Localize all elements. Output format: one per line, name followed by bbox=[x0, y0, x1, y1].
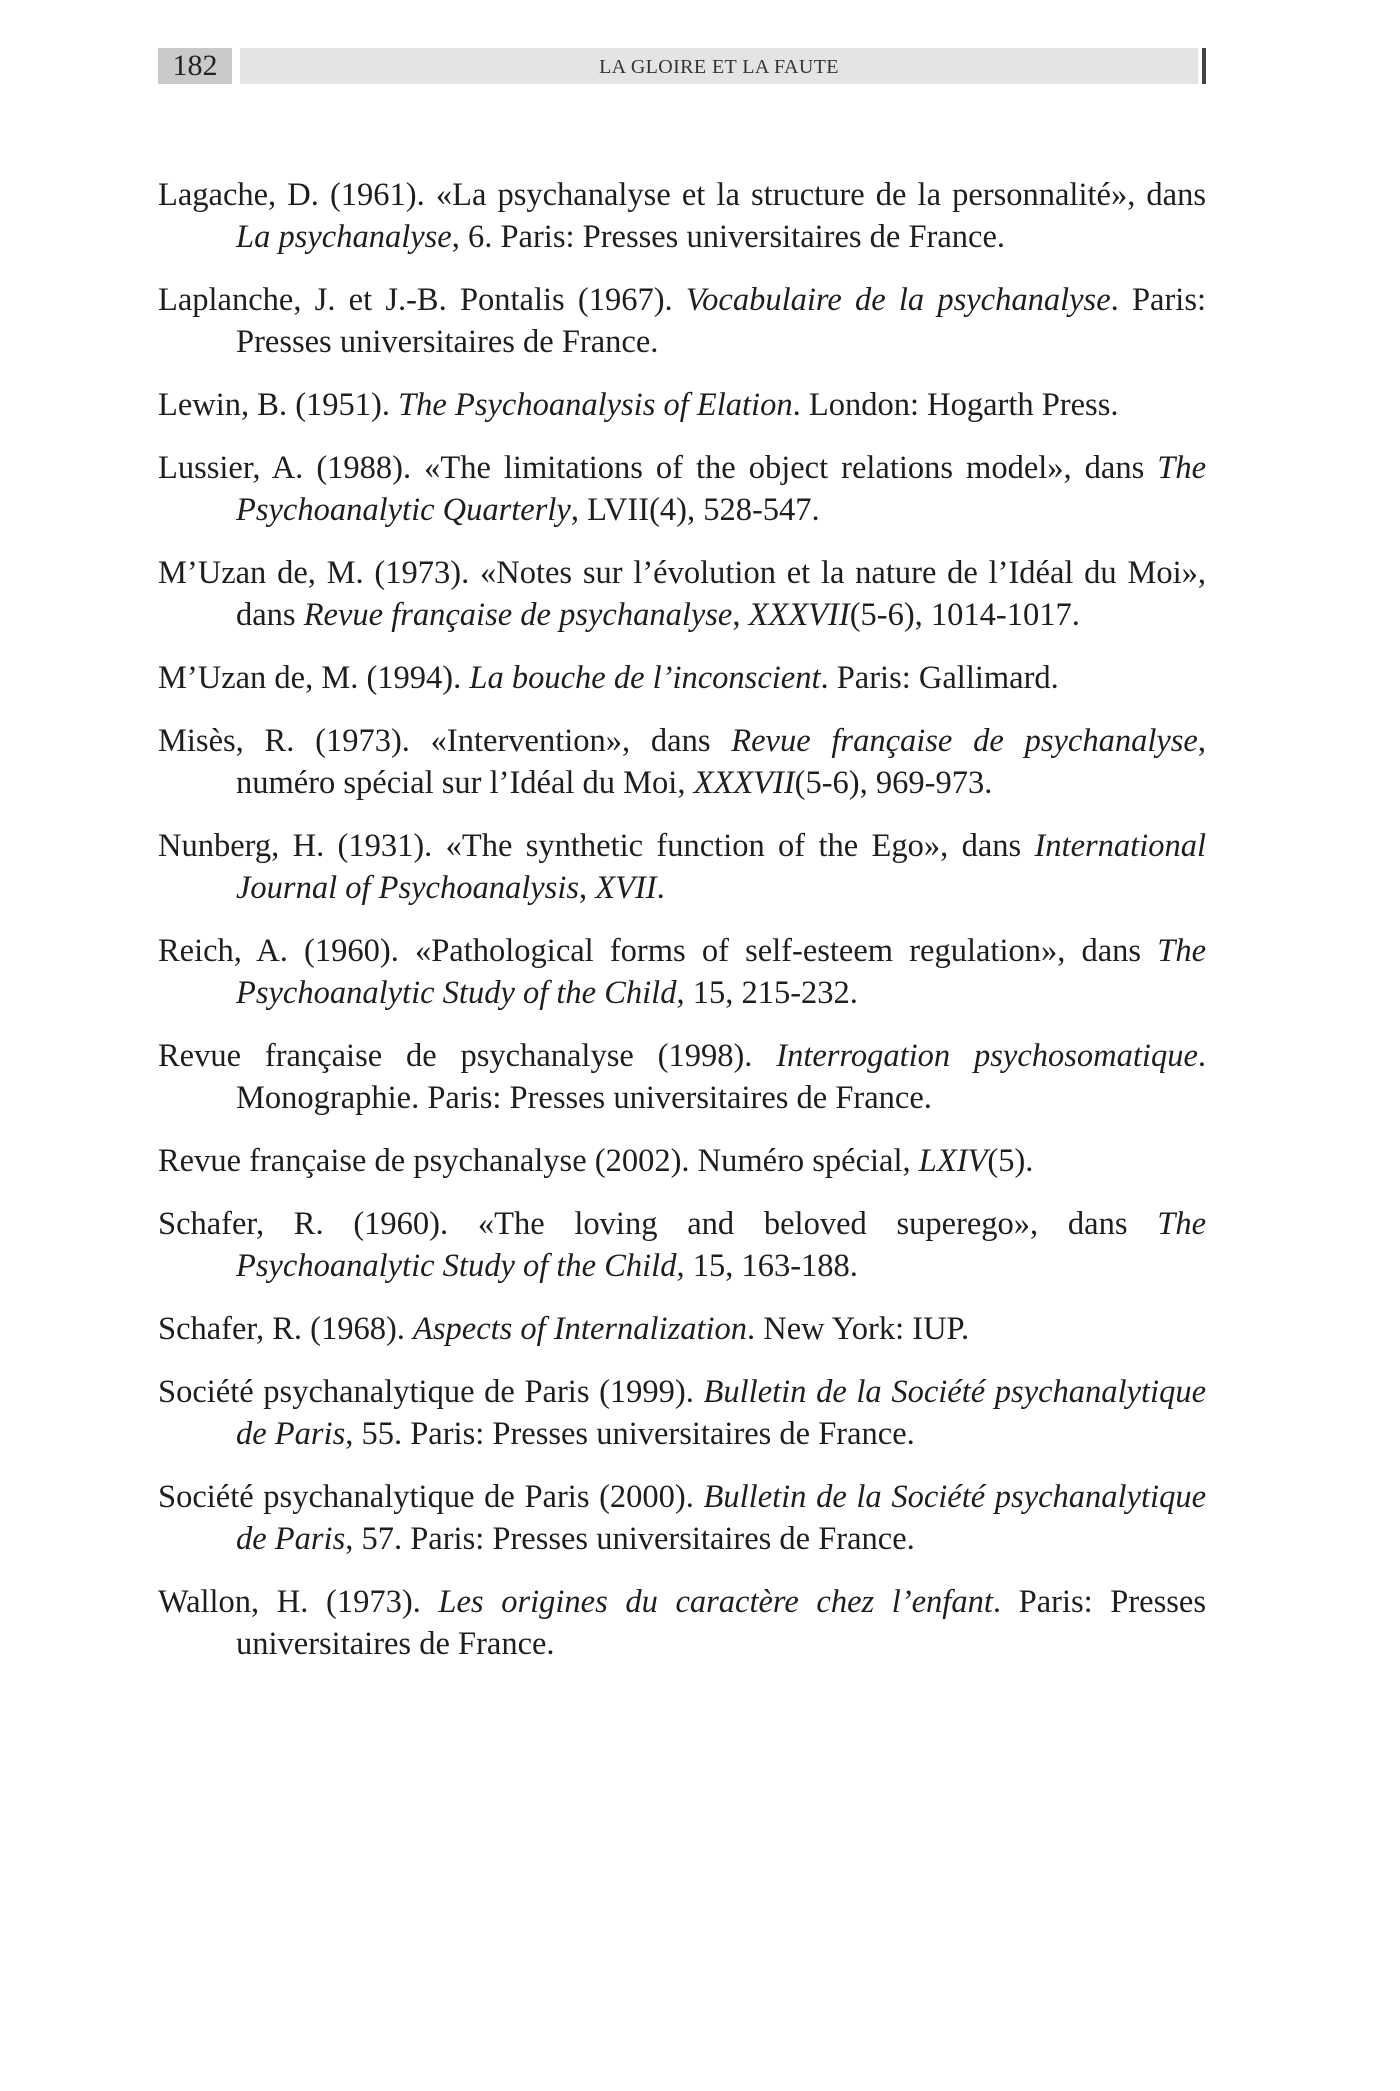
reference-entry-nunberg-1931 bbox=[158, 825, 1206, 909]
reference-text: Reich, A. (1960). «Pathological forms of self-esteem regulation», dans bbox=[158, 933, 1158, 969]
reference-volume: XXXVII bbox=[693, 765, 795, 801]
reference-text: , 6. Paris: Presses universitaires de France. bbox=[451, 219, 1006, 255]
page-number: 182 bbox=[158, 48, 232, 84]
reference-text: Schafer, R. (1960). «The loving and beloved superego», dans bbox=[158, 1206, 1158, 1242]
reference-entry-wallon-1973 bbox=[158, 1581, 1206, 1665]
reference-text: , 15, 215-232. bbox=[676, 975, 858, 1011]
reference-list bbox=[158, 174, 1206, 1686]
reference-title: Bulletin de la Société psychanalytique de Paris bbox=[236, 1479, 1206, 1557]
reference-title: Interrogation psychosomatique bbox=[776, 1038, 1198, 1074]
running-header bbox=[158, 48, 1206, 84]
reference-entry-reich-1960 bbox=[158, 930, 1206, 1014]
reference-text: Société psychanalytique de Paris (1999). bbox=[158, 1374, 704, 1410]
reference-title: Revue française de psychanalyse bbox=[731, 723, 1198, 759]
header-rule bbox=[1202, 48, 1206, 84]
reference-text: , numéro spécial sur l’Idéal du Moi, bbox=[236, 723, 1206, 801]
reference-text: Lewin, B. (1951). bbox=[158, 387, 399, 423]
reference-entry-lagache-1961 bbox=[158, 174, 1206, 258]
reference-text: (5). bbox=[987, 1143, 1034, 1179]
reference-text: , 55. Paris: Presses universitaires de France. bbox=[345, 1416, 915, 1452]
reference-text: Laplanche, J. et J.-B. Pontalis (1967). bbox=[158, 282, 686, 318]
reference-text: , bbox=[579, 870, 596, 906]
reference-title: Aspects of Internalization bbox=[413, 1311, 748, 1347]
reference-title: The Psychoanalysis of Elation bbox=[398, 387, 793, 423]
reference-entry-schafer-1968 bbox=[158, 1308, 1206, 1350]
reference-text: Revue française de psychanalyse (2002). Numéro spécial, bbox=[158, 1143, 919, 1179]
reference-title: International Journal of Psychoanalysis bbox=[236, 828, 1206, 906]
reference-text: . Paris: Gallimard. bbox=[820, 660, 1059, 696]
reference-entry-muzan-1973 bbox=[158, 552, 1206, 636]
reference-title: Bulletin de la Société psychanalytique de Paris bbox=[236, 1374, 1206, 1452]
reference-text: Misès, R. (1973). «Intervention», dans bbox=[158, 723, 732, 759]
reference-entry-rfp-2002 bbox=[158, 1140, 1206, 1182]
reference-text: , bbox=[732, 597, 749, 633]
reference-text: , 57. Paris: Presses universitaires de France. bbox=[345, 1521, 915, 1557]
reference-text: , 15, 163-188. bbox=[676, 1248, 858, 1284]
reference-text: Revue française de psychanalyse (1998). bbox=[158, 1038, 777, 1074]
reference-title: La psychanalyse bbox=[236, 219, 452, 255]
reference-entry-spp-1999 bbox=[158, 1371, 1206, 1455]
reference-text: Lussier, A. (1988). «The limitations of the object relations model», dans bbox=[158, 450, 1158, 486]
reference-text: Société psychanalytique de Paris (2000). bbox=[158, 1479, 704, 1515]
reference-title: Les origines du caractère chez l’enfant bbox=[438, 1584, 993, 1620]
reference-text: M’Uzan de, M. (1973). «Notes sur l’évolution et la nature de l’Idéal du Moi», dans bbox=[158, 555, 1206, 633]
reference-title: The Psychoanalytic Study of the Child bbox=[236, 933, 1206, 1011]
reference-entry-schafer-1960 bbox=[158, 1203, 1206, 1287]
reference-entry-lussier-1988 bbox=[158, 447, 1206, 531]
reference-title: Vocabulaire de la psychanalyse bbox=[685, 282, 1111, 318]
reference-entry-muzan-1994 bbox=[158, 657, 1206, 699]
reference-entry-lewin-1951 bbox=[158, 384, 1206, 426]
reference-title: The Psychoanalytic Quarterly bbox=[236, 450, 1206, 528]
reference-text: Schafer, R. (1968). bbox=[158, 1311, 414, 1347]
reference-text: . bbox=[656, 870, 665, 906]
reference-text: . New York: IUP. bbox=[747, 1311, 970, 1347]
reference-text: Nunberg, H. (1931). «The synthetic function of the Ego», dans bbox=[158, 828, 1035, 864]
reference-volume: XXXVII bbox=[748, 597, 850, 633]
reference-text: . Paris: Presses universitaires de France. bbox=[236, 1584, 1206, 1662]
reference-entry-spp-2000 bbox=[158, 1476, 1206, 1560]
reference-text: . Paris: Presses universitaires de France. bbox=[236, 282, 1206, 360]
reference-text: Lagache, D. (1961). «La psychanalyse et la structure de la personnalité», dans bbox=[158, 177, 1206, 213]
reference-title: Revue française de psychanalyse bbox=[303, 597, 733, 633]
reference-entry-mises-1973 bbox=[158, 720, 1206, 804]
reference-volume: XVII bbox=[595, 870, 657, 906]
reference-title: La bouche de l’inconscient bbox=[469, 660, 821, 696]
reference-text: (5-6), 969-973. bbox=[794, 765, 993, 801]
reference-volume: LXIV bbox=[918, 1143, 988, 1179]
reference-text: . Monographie. Paris: Presses universitaires de France. bbox=[236, 1038, 1206, 1116]
reference-entry-laplanche-1967 bbox=[158, 279, 1206, 363]
reference-text: , LVII(4), 528-547. bbox=[570, 492, 820, 528]
reference-title: The Psychoanalytic Study of the Child bbox=[236, 1206, 1206, 1284]
reference-text: Wallon, H. (1973). bbox=[158, 1584, 439, 1620]
reference-text: . London: Hogarth Press. bbox=[792, 387, 1119, 423]
reference-text: (5-6), 1014-1017. bbox=[849, 597, 1080, 633]
reference-text: M’Uzan de, M. (1994). bbox=[158, 660, 470, 696]
reference-entry-rfp-1998 bbox=[158, 1035, 1206, 1119]
running-title: LA GLOIRE ET LA FAUTE bbox=[240, 48, 1198, 84]
